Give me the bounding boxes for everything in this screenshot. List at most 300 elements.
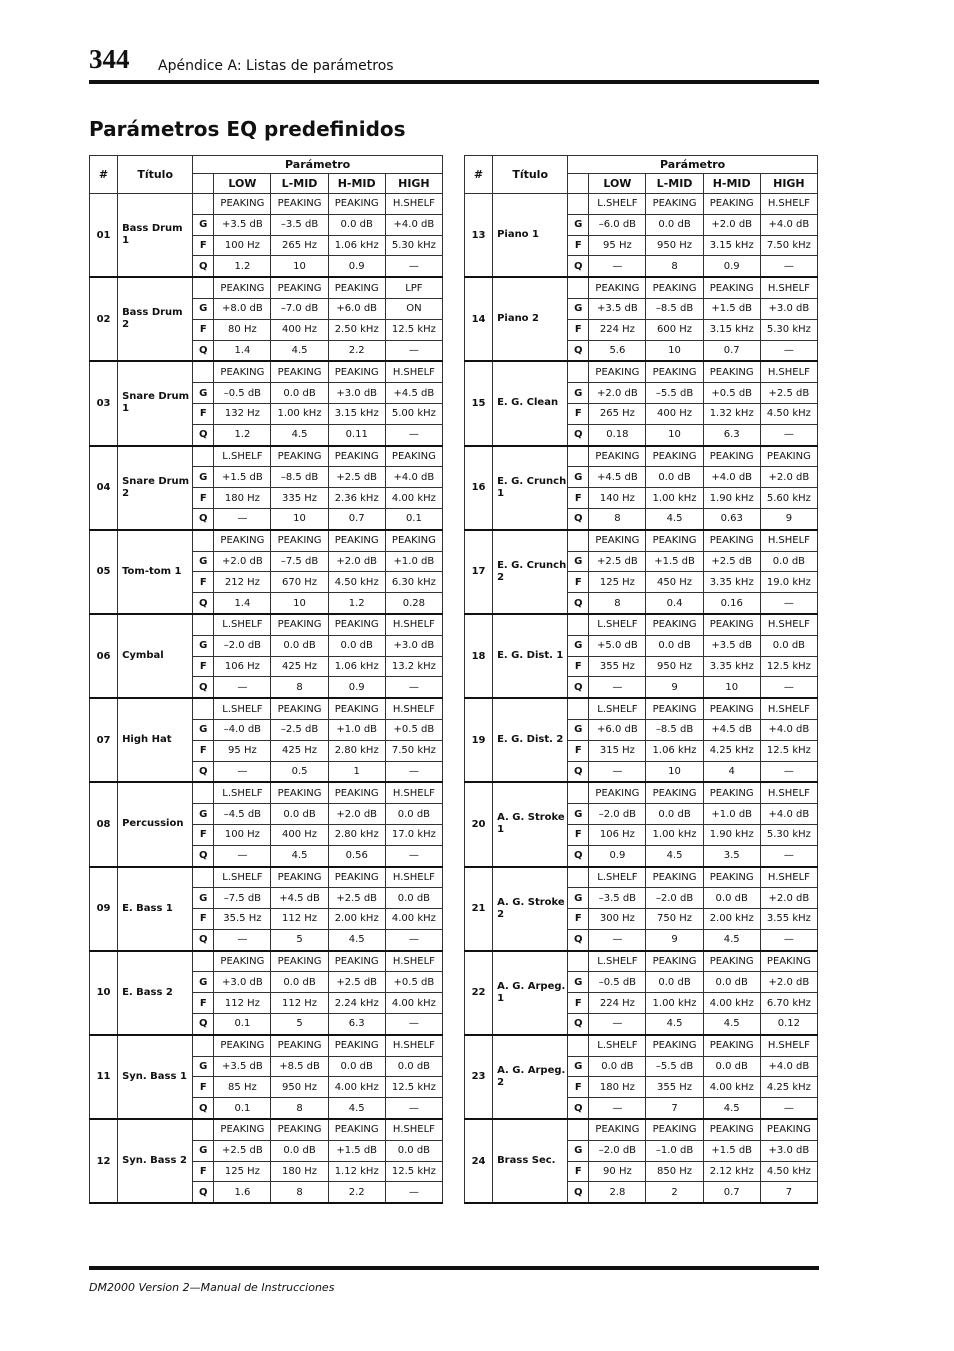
filter-type-cell: H.SHELF — [760, 530, 817, 551]
column-header-num: # — [465, 156, 493, 194]
param-label-frequency: F — [568, 740, 589, 761]
param-label-gain: G — [568, 1056, 589, 1077]
param-label-frequency: F — [568, 824, 589, 845]
preset-row — [90, 530, 443, 551]
header-rule — [89, 80, 819, 84]
frequency-cell: 2.80 kHz — [328, 824, 385, 845]
param-label-blank — [193, 782, 214, 803]
gain-cell: +2.0 dB — [214, 551, 271, 572]
preset-number: 22 — [465, 951, 493, 1035]
param-label-blank — [568, 1119, 589, 1140]
param-label-q: Q — [193, 1098, 214, 1119]
preset-title: E. G. Dist. 2 — [493, 698, 568, 782]
frequency-cell: 850 Hz — [646, 1161, 703, 1182]
q-cell: 2.2 — [328, 1182, 385, 1203]
q-cell: 8 — [646, 256, 703, 277]
frequency-cell: 1.00 kHz — [271, 403, 328, 424]
gain-cell: 0.0 dB — [328, 635, 385, 656]
gain-cell: –7.0 dB — [271, 298, 328, 319]
filter-type-cell: H.SHELF — [385, 1035, 442, 1056]
frequency-cell: 1.06 kHz — [328, 235, 385, 256]
gain-cell: +4.0 dB — [385, 214, 442, 235]
preset-number: 12 — [90, 1119, 118, 1203]
param-label-frequency: F — [193, 824, 214, 845]
gain-cell: +3.5 dB — [703, 635, 760, 656]
q-cell: — — [760, 1098, 817, 1119]
gain-cell: –0.5 dB — [214, 383, 271, 404]
param-label-blank — [193, 614, 214, 635]
filter-type-cell: PEAKING — [328, 1035, 385, 1056]
preset-title: Snare Drum 2 — [118, 446, 193, 530]
q-cell: — — [760, 929, 817, 950]
q-cell: 10 — [271, 593, 328, 614]
eq-preset-table-left — [89, 155, 443, 1204]
gain-cell: 0.0 dB — [646, 635, 703, 656]
frequency-cell: 600 Hz — [646, 319, 703, 340]
preset-title: Cymbal — [118, 614, 193, 698]
gain-cell: –3.5 dB — [271, 214, 328, 235]
q-cell: 9 — [760, 508, 817, 529]
filter-type-cell: PEAKING — [589, 446, 646, 467]
gain-cell: +4.0 dB — [385, 467, 442, 488]
gain-cell: –5.5 dB — [646, 383, 703, 404]
param-label-gain: G — [193, 1056, 214, 1077]
filter-type-cell: PEAKING — [646, 1119, 703, 1140]
param-label-gain: G — [568, 298, 589, 319]
param-label-blank — [193, 951, 214, 972]
frequency-cell: 180 Hz — [214, 488, 271, 509]
param-label-q: Q — [568, 929, 589, 950]
frequency-cell: 1.00 kHz — [646, 993, 703, 1014]
param-label-frequency: F — [568, 1161, 589, 1182]
q-cell: 0.63 — [703, 508, 760, 529]
q-cell: 0.1 — [385, 508, 442, 529]
filter-type-cell: H.SHELF — [760, 361, 817, 382]
frequency-cell: 80 Hz — [214, 319, 271, 340]
filter-type-cell: PEAKING — [214, 277, 271, 298]
param-label-q: Q — [193, 256, 214, 277]
param-label-q: Q — [193, 424, 214, 445]
filter-type-cell: PEAKING — [328, 698, 385, 719]
filter-type-cell: H.SHELF — [385, 361, 442, 382]
q-cell: 0.9 — [328, 256, 385, 277]
filter-type-cell: PEAKING — [271, 951, 328, 972]
q-cell: — — [760, 761, 817, 782]
param-label-q: Q — [193, 677, 214, 698]
gain-cell: +1.0 dB — [328, 719, 385, 740]
gain-cell: +1.5 dB — [646, 551, 703, 572]
gain-cell: +3.0 dB — [760, 298, 817, 319]
frequency-cell: 1.00 kHz — [646, 824, 703, 845]
frequency-cell: 2.36 kHz — [328, 488, 385, 509]
filter-type-cell: H.SHELF — [385, 614, 442, 635]
q-cell: 0.7 — [328, 508, 385, 529]
param-label-gain: G — [193, 888, 214, 909]
param-label-q: Q — [193, 929, 214, 950]
preset-number: 24 — [465, 1119, 493, 1203]
q-cell: 0.1 — [214, 1014, 271, 1035]
gain-cell: –2.5 dB — [271, 719, 328, 740]
filter-type-cell: PEAKING — [646, 614, 703, 635]
param-label-gain: G — [568, 383, 589, 404]
frequency-cell: 300 Hz — [589, 909, 646, 930]
q-cell: 4.5 — [703, 1014, 760, 1035]
filter-type-cell: PEAKING — [328, 361, 385, 382]
frequency-cell: 106 Hz — [589, 824, 646, 845]
filter-type-cell: PEAKING — [214, 951, 271, 972]
filter-type-cell: PEAKING — [646, 698, 703, 719]
preset-row — [465, 614, 818, 635]
q-cell: 0.56 — [328, 845, 385, 866]
frequency-cell: 1.12 kHz — [328, 1161, 385, 1182]
frequency-cell: 125 Hz — [589, 572, 646, 593]
frequency-cell: 4.25 kHz — [760, 1077, 817, 1098]
preset-title: Bass Drum 2 — [118, 277, 193, 361]
q-cell: — — [589, 929, 646, 950]
gain-cell: +0.5 dB — [385, 972, 442, 993]
filter-type-cell: PEAKING — [214, 1119, 271, 1140]
param-label-gain: G — [568, 214, 589, 235]
gain-cell: –4.5 dB — [214, 804, 271, 825]
filter-type-cell: PEAKING — [328, 446, 385, 467]
preset-number: 18 — [465, 614, 493, 698]
preset-number: 23 — [465, 1035, 493, 1119]
frequency-cell: 180 Hz — [589, 1077, 646, 1098]
frequency-cell: 224 Hz — [589, 993, 646, 1014]
param-label-gain: G — [193, 635, 214, 656]
q-cell: 0.7 — [703, 1182, 760, 1203]
gain-cell: –2.0 dB — [646, 888, 703, 909]
q-cell: — — [385, 256, 442, 277]
q-cell: — — [385, 1098, 442, 1119]
filter-type-cell: H.SHELF — [385, 782, 442, 803]
q-cell: — — [589, 761, 646, 782]
filter-type-cell: H.SHELF — [760, 698, 817, 719]
q-cell: 1.4 — [214, 593, 271, 614]
gain-cell: +1.0 dB — [703, 804, 760, 825]
frequency-cell: 2.50 kHz — [328, 319, 385, 340]
frequency-cell: 5.30 kHz — [385, 235, 442, 256]
frequency-cell: 2.12 kHz — [703, 1161, 760, 1182]
frequency-cell: 85 Hz — [214, 1077, 271, 1098]
filter-type-cell: PEAKING — [703, 530, 760, 551]
frequency-cell: 400 Hz — [646, 403, 703, 424]
q-cell: — — [760, 424, 817, 445]
gain-cell: 0.0 dB — [385, 1140, 442, 1161]
gain-cell: –8.5 dB — [646, 298, 703, 319]
preset-row — [90, 277, 443, 298]
param-label-frequency: F — [568, 1077, 589, 1098]
preset-number: 21 — [465, 867, 493, 951]
frequency-cell: 5.30 kHz — [760, 824, 817, 845]
filter-type-cell: PEAKING — [703, 951, 760, 972]
section-title: Parámetros EQ predefinidos — [89, 117, 406, 141]
frequency-cell: 400 Hz — [271, 824, 328, 845]
preset-title: A. G. Stroke 2 — [493, 867, 568, 951]
filter-type-cell: PEAKING — [328, 782, 385, 803]
param-label-gain: G — [568, 467, 589, 488]
gain-cell: 0.0 dB — [328, 1056, 385, 1077]
filter-type-cell: L.SHELF — [589, 951, 646, 972]
q-cell: — — [760, 256, 817, 277]
param-label-q: Q — [568, 761, 589, 782]
gain-cell: +0.5 dB — [385, 719, 442, 740]
param-label-q: Q — [568, 677, 589, 698]
param-label-blank — [193, 1119, 214, 1140]
param-label-gain: G — [193, 467, 214, 488]
column-header-low: LOW — [214, 174, 271, 194]
param-label-q: Q — [568, 1014, 589, 1035]
frequency-cell: 5.00 kHz — [385, 403, 442, 424]
q-cell: 6.3 — [703, 424, 760, 445]
param-label-blank — [193, 530, 214, 551]
frequency-cell: 5.60 kHz — [760, 488, 817, 509]
q-cell: — — [385, 761, 442, 782]
q-cell: 4.5 — [271, 340, 328, 361]
filter-type-cell: H.SHELF — [760, 614, 817, 635]
preset-number: 03 — [90, 361, 118, 445]
q-cell: 1.2 — [214, 424, 271, 445]
frequency-cell: 315 Hz — [589, 740, 646, 761]
filter-type-cell: L.SHELF — [589, 614, 646, 635]
frequency-cell: 1.06 kHz — [328, 656, 385, 677]
param-label-q: Q — [193, 593, 214, 614]
column-header-low: LOW — [589, 174, 646, 194]
param-label-blank — [193, 1035, 214, 1056]
frequency-cell: 132 Hz — [214, 403, 271, 424]
preset-title: Piano 2 — [493, 277, 568, 361]
filter-type-cell: L.SHELF — [214, 614, 271, 635]
filter-type-cell: PEAKING — [328, 530, 385, 551]
eq-preset-table-right — [464, 155, 818, 1204]
gain-cell: +3.0 dB — [214, 972, 271, 993]
filter-type-cell: PEAKING — [646, 951, 703, 972]
q-cell: 0.5 — [271, 761, 328, 782]
frequency-cell: 4.00 kHz — [385, 488, 442, 509]
param-label-blank — [568, 277, 589, 298]
filter-type-cell: L.SHELF — [214, 867, 271, 888]
gain-cell: –8.5 dB — [646, 719, 703, 740]
gain-cell: 0.0 dB — [385, 888, 442, 909]
preset-row — [465, 446, 818, 467]
gain-cell: +2.5 dB — [328, 888, 385, 909]
filter-type-cell: PEAKING — [760, 1119, 817, 1140]
param-label-gain: G — [568, 804, 589, 825]
param-label-gain: G — [568, 635, 589, 656]
gain-cell: +2.0 dB — [760, 972, 817, 993]
param-label-frequency: F — [193, 656, 214, 677]
column-header-hmid: H-MID — [703, 174, 760, 194]
frequency-cell: 112 Hz — [214, 993, 271, 1014]
param-label-gain: G — [193, 551, 214, 572]
filter-type-cell: PEAKING — [589, 530, 646, 551]
chapter-title: Apéndice A: Listas de parámetros — [158, 58, 394, 74]
preset-title: E. G. Clean — [493, 361, 568, 445]
gain-cell: +4.0 dB — [760, 214, 817, 235]
filter-type-cell: PEAKING — [646, 194, 703, 215]
frequency-cell: 112 Hz — [271, 909, 328, 930]
q-cell: 0.9 — [328, 677, 385, 698]
param-label-frequency: F — [568, 572, 589, 593]
gain-cell: 0.0 dB — [703, 972, 760, 993]
q-cell: 4.5 — [271, 424, 328, 445]
gain-cell: 0.0 dB — [703, 1056, 760, 1077]
q-cell: 10 — [703, 677, 760, 698]
gain-cell: +3.5 dB — [214, 1056, 271, 1077]
filter-type-cell: PEAKING — [703, 698, 760, 719]
gain-cell: +2.5 dB — [589, 551, 646, 572]
frequency-cell: 750 Hz — [646, 909, 703, 930]
preset-row — [90, 698, 443, 719]
param-label-frequency: F — [193, 909, 214, 930]
frequency-cell: 265 Hz — [589, 403, 646, 424]
q-cell: — — [385, 1182, 442, 1203]
filter-type-cell: H.SHELF — [760, 867, 817, 888]
filter-type-cell: PEAKING — [703, 361, 760, 382]
gain-cell: 0.0 dB — [760, 551, 817, 572]
q-cell: 0.9 — [589, 845, 646, 866]
q-cell: 9 — [646, 929, 703, 950]
filter-type-cell: PEAKING — [271, 1119, 328, 1140]
gain-cell: 0.0 dB — [646, 214, 703, 235]
frequency-cell: 3.55 kHz — [760, 909, 817, 930]
q-cell: — — [385, 929, 442, 950]
filter-type-cell: PEAKING — [703, 277, 760, 298]
q-cell: — — [760, 677, 817, 698]
gain-cell: +4.5 dB — [703, 719, 760, 740]
filter-type-cell: PEAKING — [589, 1119, 646, 1140]
frequency-cell: 3.15 kHz — [703, 235, 760, 256]
filter-type-cell: L.SHELF — [214, 446, 271, 467]
q-cell: 5 — [271, 1014, 328, 1035]
gain-cell: 0.0 dB — [646, 804, 703, 825]
gain-cell: –3.5 dB — [589, 888, 646, 909]
param-label-frequency: F — [193, 1161, 214, 1182]
frequency-cell: 12.5 kHz — [760, 740, 817, 761]
filter-type-cell: PEAKING — [646, 1035, 703, 1056]
frequency-cell: 90 Hz — [589, 1161, 646, 1182]
filter-type-cell: PEAKING — [271, 1035, 328, 1056]
filter-type-cell: PEAKING — [646, 277, 703, 298]
column-header-title: Título — [493, 156, 568, 194]
q-cell: — — [385, 845, 442, 866]
gain-cell: +6.0 dB — [589, 719, 646, 740]
gain-cell: 0.0 dB — [271, 383, 328, 404]
gain-cell: ON — [385, 298, 442, 319]
q-cell: — — [589, 677, 646, 698]
footer-text: DM2000 Version 2—Manual de Instrucciones — [89, 1281, 335, 1294]
preset-title: Bass Drum 1 — [118, 194, 193, 278]
filter-type-cell: PEAKING — [214, 194, 271, 215]
preset-row — [465, 867, 818, 888]
preset-title: Brass Sec. — [493, 1119, 568, 1203]
param-label-frequency: F — [193, 572, 214, 593]
frequency-cell: 450 Hz — [646, 572, 703, 593]
param-label-blank — [568, 361, 589, 382]
frequency-cell: 106 Hz — [214, 656, 271, 677]
param-label-gain: G — [193, 298, 214, 319]
frequency-cell: 100 Hz — [214, 235, 271, 256]
gain-cell: +5.0 dB — [589, 635, 646, 656]
q-cell: 1 — [328, 761, 385, 782]
frequency-cell: 95 Hz — [214, 740, 271, 761]
gain-cell: +2.0 dB — [760, 888, 817, 909]
q-cell: 10 — [271, 256, 328, 277]
frequency-cell: 7.50 kHz — [760, 235, 817, 256]
filter-type-cell: PEAKING — [271, 194, 328, 215]
preset-title: Syn. Bass 2 — [118, 1119, 193, 1203]
frequency-cell: 4.00 kHz — [385, 909, 442, 930]
frequency-cell: 670 Hz — [271, 572, 328, 593]
param-label-blank — [568, 1035, 589, 1056]
frequency-cell: 4.50 kHz — [328, 572, 385, 593]
frequency-cell: 3.15 kHz — [328, 403, 385, 424]
q-cell: 8 — [271, 1098, 328, 1119]
filter-type-cell: PEAKING — [646, 361, 703, 382]
column-header-hmid: H-MID — [328, 174, 385, 194]
q-cell: 7 — [760, 1182, 817, 1203]
q-cell: 0.28 — [385, 593, 442, 614]
gain-cell: +0.5 dB — [703, 383, 760, 404]
q-cell: 0.7 — [703, 340, 760, 361]
filter-type-cell: L.SHELF — [589, 698, 646, 719]
preset-title: E. Bass 2 — [118, 951, 193, 1035]
gain-cell: +1.5 dB — [703, 298, 760, 319]
frequency-cell: 7.50 kHz — [385, 740, 442, 761]
q-cell: — — [589, 256, 646, 277]
param-label-frequency: F — [568, 403, 589, 424]
filter-type-cell: PEAKING — [703, 1119, 760, 1140]
param-label-q: Q — [568, 593, 589, 614]
frequency-cell: 355 Hz — [589, 656, 646, 677]
gain-cell: +3.5 dB — [214, 214, 271, 235]
preset-title: A. G. Stroke 1 — [493, 782, 568, 866]
gain-cell: +2.5 dB — [328, 467, 385, 488]
gain-cell: +1.5 dB — [214, 467, 271, 488]
preset-row — [90, 867, 443, 888]
filter-type-cell: PEAKING — [214, 361, 271, 382]
q-cell: — — [385, 424, 442, 445]
filter-type-cell: PEAKING — [703, 194, 760, 215]
param-label-gain: G — [568, 888, 589, 909]
gain-cell: 0.0 dB — [271, 972, 328, 993]
frequency-cell: 4.50 kHz — [760, 1161, 817, 1182]
param-label-blank — [193, 698, 214, 719]
gain-cell: –7.5 dB — [271, 551, 328, 572]
preset-title: Percussion — [118, 782, 193, 866]
q-cell: 0.9 — [703, 256, 760, 277]
frequency-cell: 12.5 kHz — [385, 1161, 442, 1182]
gain-cell: +4.0 dB — [760, 804, 817, 825]
param-label-frequency: F — [193, 740, 214, 761]
frequency-cell: 5.30 kHz — [760, 319, 817, 340]
q-cell: 4 — [703, 761, 760, 782]
param-label-q: Q — [193, 1182, 214, 1203]
filter-type-cell: PEAKING — [271, 361, 328, 382]
param-label-blank — [568, 782, 589, 803]
frequency-cell: 3.15 kHz — [703, 319, 760, 340]
frequency-cell: 112 Hz — [271, 993, 328, 1014]
preset-number: 02 — [90, 277, 118, 361]
param-label-gain: G — [568, 1140, 589, 1161]
frequency-cell: 950 Hz — [271, 1077, 328, 1098]
gain-cell: 0.0 dB — [646, 972, 703, 993]
q-cell: 4.5 — [271, 845, 328, 866]
gain-cell: –4.0 dB — [214, 719, 271, 740]
preset-number: 20 — [465, 782, 493, 866]
param-label-gain: G — [568, 551, 589, 572]
preset-title: E. G. Crunch 2 — [493, 530, 568, 614]
